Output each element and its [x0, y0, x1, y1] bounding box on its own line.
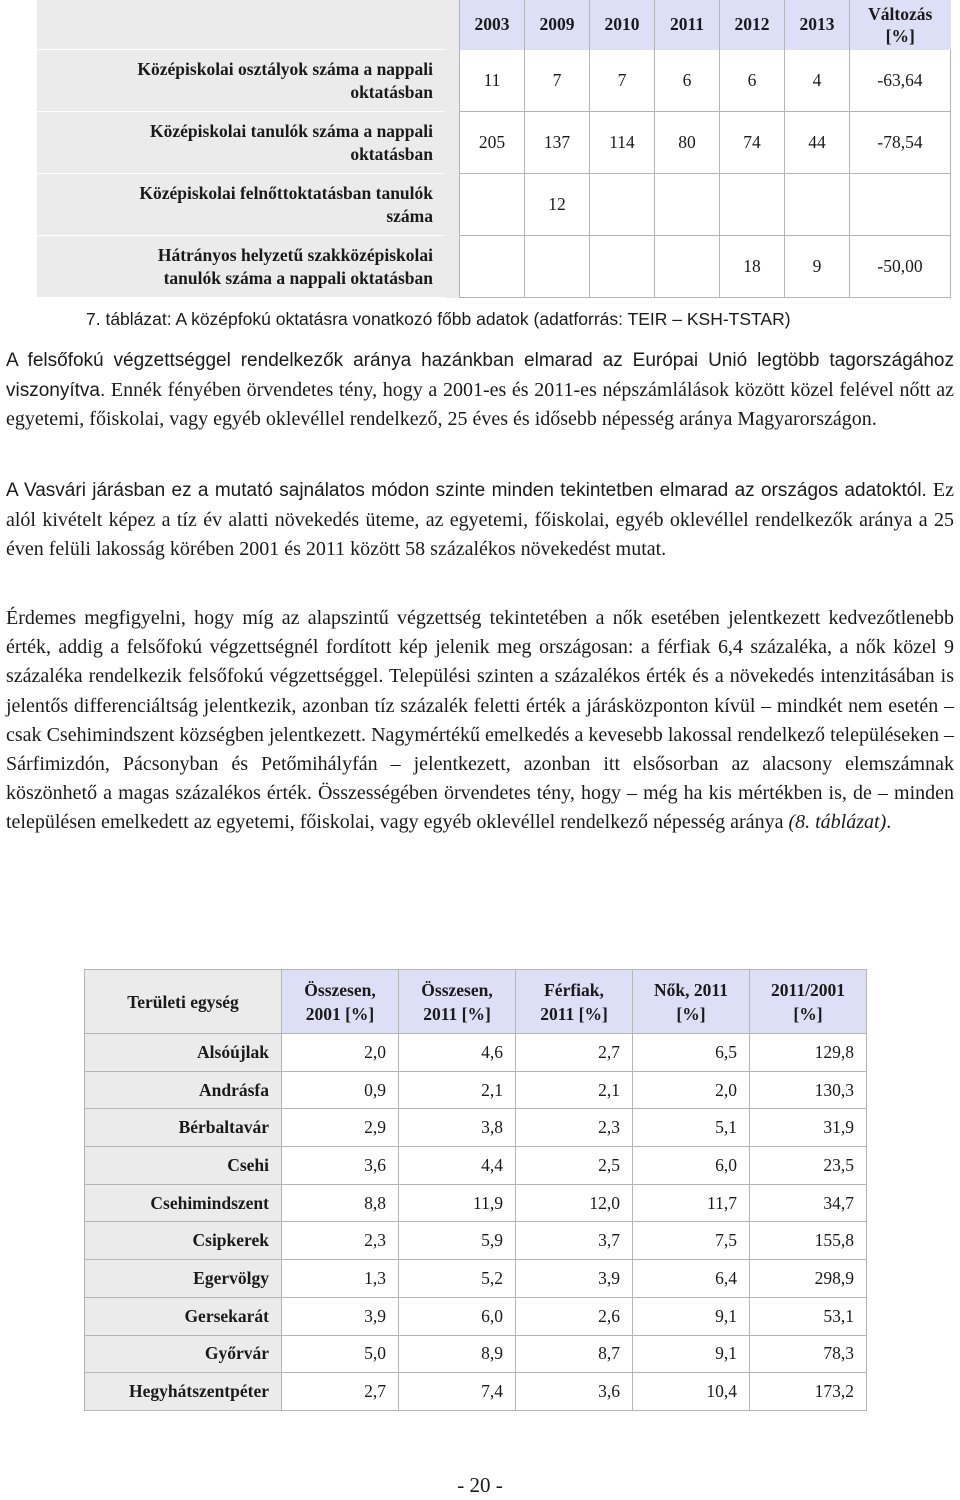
higher-education-table — [84, 969, 867, 1411]
table-row — [85, 1297, 867, 1335]
table-cell: 3,7 — [516, 1222, 633, 1260]
table-row — [37, 50, 951, 112]
table-row — [85, 1260, 867, 1298]
table-cell: 9,1 — [633, 1335, 750, 1373]
table-cell — [655, 236, 720, 298]
row-label: Hátrányos helyzetű szakközépiskolai tanulók száma a nappali oktatásban — [37, 236, 445, 298]
table-cell — [655, 174, 720, 236]
table-cell: 5,1 — [633, 1109, 750, 1147]
table-cell: 205 — [460, 112, 525, 174]
table-cell: 130,3 — [750, 1071, 867, 1109]
table-cell: 2,6 — [516, 1297, 633, 1335]
table-cell: 2,7 — [516, 1034, 633, 1072]
change-cell — [850, 174, 951, 236]
column-header: 2011/2001 [%] — [750, 970, 867, 1034]
table-cell: 6,0 — [399, 1297, 516, 1335]
row-label: Csehi — [85, 1147, 282, 1185]
table-cell: 53,1 — [750, 1297, 867, 1335]
table-cell: 2,0 — [282, 1034, 399, 1072]
year-header: 2009 — [525, 0, 590, 50]
table-cell: 4,6 — [399, 1034, 516, 1072]
year-header: 2011 — [655, 0, 720, 50]
column-header: Összesen, 2011 [%] — [399, 970, 516, 1034]
year-header: 2003 — [460, 0, 525, 50]
table-cell: 9 — [785, 236, 850, 298]
table-cell: 44 — [785, 112, 850, 174]
table-cell: 9,1 — [633, 1297, 750, 1335]
row-label: Egervölgy — [85, 1260, 282, 1298]
table-cell: 7,4 — [399, 1373, 516, 1411]
table-cell: 4 — [785, 50, 850, 112]
table-cell: 11 — [460, 50, 525, 112]
table-cell: 18 — [720, 236, 785, 298]
table-cell: 1,3 — [282, 1260, 399, 1298]
table-row — [85, 1109, 867, 1147]
row-label: Csehimindszent — [85, 1184, 282, 1222]
header-empty-cell — [37, 0, 445, 50]
table-cell — [590, 236, 655, 298]
change-header: Változás [%] — [850, 0, 951, 50]
table-row — [85, 1147, 867, 1185]
table-row — [85, 1034, 867, 1072]
row-label: Gersekarát — [85, 1297, 282, 1335]
column-header: Nők, 2011 [%] — [633, 970, 750, 1034]
table-cell: 34,7 — [750, 1184, 867, 1222]
table-row — [85, 1222, 867, 1260]
table-cell: 8,9 — [399, 1335, 516, 1373]
row-label: Győrvár — [85, 1335, 282, 1373]
table-header-row — [85, 970, 867, 1034]
paragraph-3: Érdemes megfigyelni, hogy míg az alapszintű végzettség tekintetében a nők esetében jelentkezett kedvezőtlenebb érték, addig a felsőfokú végzettségnél fordított kép jelenik meg országosan: a férfiak 6,4 százaléka, a nők közel 9 százaléka rendelkezik felsőfokú végzettséggel. Települési szinten a százalékos érték és a növekedés intenzitásában is jelentős differenciáltság jelentkezik, azonban tíz százalék feletti érték a járásközponton kívül – mindkét nem esetén – csak Csehimindszent községben jelentkezett. Nagymértékű emelkedés a kevesebb lakossal rendelkező településeken – Sárfimizdón, Pácsonyban és Petőmihályfán – jelentkezett, azonban itt elsősorban az alacsony elemszámnak köszönhető a magas százalékos érték. Összességében örvendetes tény, hogy – még ha kis mértékben is, de – minden településen emelkedett az egyetemi, főiskolai, vagy egyéb oklevéllel rendelkező népesség aránya (8. táblázat). — [6, 607, 954, 834]
table-cell: 7 — [590, 50, 655, 112]
paragraph-1: A felsőfokú végzettséggel rendelkezők aránya hazánkban elmarad az Európai Unió legtöbb tagországához viszonyítva. Ennék fényében örvendetes tény, hogy a 2001-es és 2011-es népszámlálások között közel felével nőtt az egyetemi, főiskolai, vagy egyéb oklevéllel rendelkező, 25 éves és idősebb népesség aránya Magyarországon. — [6, 350, 954, 430]
row-label: Andrásfa — [85, 1071, 282, 1109]
column-header: Férfiak, 2011 [%] — [516, 970, 633, 1034]
column-header: Területi egység — [85, 970, 282, 1034]
table-cell — [785, 174, 850, 236]
table-cell: 5,2 — [399, 1260, 516, 1298]
row-label: Bérbaltavár — [85, 1109, 282, 1147]
change-cell: -50,00 — [850, 236, 951, 298]
change-cell: -78,54 — [850, 112, 951, 174]
table-header-row — [37, 0, 951, 50]
table-cell — [590, 174, 655, 236]
table-cell: 6,4 — [633, 1260, 750, 1298]
table-cell: 6 — [655, 50, 720, 112]
table-reference: (8. táblázat) — [788, 811, 887, 834]
secondary-education-table — [37, 0, 951, 298]
table-cell: 2,5 — [516, 1147, 633, 1185]
table-cell: 137 — [525, 112, 590, 174]
table-cell: 5,9 — [399, 1222, 516, 1260]
table-cell: 2,3 — [516, 1109, 633, 1147]
row-label: Középiskolai tanulók száma a nappali oktatásban — [37, 112, 445, 174]
table-cell: 80 — [655, 112, 720, 174]
table-cell: 3,9 — [282, 1297, 399, 1335]
table-cell: 7 — [525, 50, 590, 112]
row-label: Csipkerek — [85, 1222, 282, 1260]
table-cell: 3,9 — [516, 1260, 633, 1298]
year-header: 2013 — [785, 0, 850, 50]
table-cell: 31,9 — [750, 1109, 867, 1147]
table-cell: 78,3 — [750, 1335, 867, 1373]
table-cell: 23,5 — [750, 1147, 867, 1185]
row-label: Alsóújlak — [85, 1034, 282, 1072]
table-cell: 2,7 — [282, 1373, 399, 1411]
table-cell: 3,6 — [282, 1147, 399, 1185]
table-cell: 0,9 — [282, 1071, 399, 1109]
table-cell: 6 — [720, 50, 785, 112]
paragraph-2: A Vasvári járásban ez a mutató sajnálatos módon szinte minden tekintetben elmarad az országos adatoktól. Ez alól kivételt képez a tíz év alatti növekedés üteme, az egyetemi, főiskolai, egyéb oklevéllel rendelkezők aránya a 25 éven felüli lakosság körében 2001 és 2011 között 58 százalékos növekedést mutat. — [6, 479, 954, 560]
table-cell: 2,1 — [399, 1071, 516, 1109]
table-row — [85, 1373, 867, 1411]
table-row — [37, 236, 951, 298]
table-cell — [460, 236, 525, 298]
table-cell: 8,7 — [516, 1335, 633, 1373]
column-header: Összesen, 2001 [%] — [282, 970, 399, 1034]
table-row — [37, 112, 951, 174]
table-cell: 2,9 — [282, 1109, 399, 1147]
table-cell: 6,0 — [633, 1147, 750, 1185]
change-cell: -63,64 — [850, 50, 951, 112]
table-cell: 12,0 — [516, 1184, 633, 1222]
table-cell: 10,4 — [633, 1373, 750, 1411]
table-cell: 6,5 — [633, 1034, 750, 1072]
table-cell: 298,9 — [750, 1260, 867, 1298]
table-row — [37, 174, 951, 236]
table-cell: 2,1 — [516, 1071, 633, 1109]
table-caption: 7. táblázat: A középfokú oktatásra vonatkozó főbb adatok (adatforrás: TEIR – KSH-TSTAR) — [86, 309, 791, 329]
table-cell — [720, 174, 785, 236]
row-label: Hegyhátszentpéter — [85, 1373, 282, 1411]
year-header: 2012 — [720, 0, 785, 50]
table-cell: 2,0 — [633, 1071, 750, 1109]
row-label: Középiskolai osztályok száma a nappali oktatásban — [37, 50, 445, 112]
table-cell: 3,6 — [516, 1373, 633, 1411]
table-cell: 3,8 — [399, 1109, 516, 1147]
table-cell: 129,8 — [750, 1034, 867, 1072]
table-row — [85, 1071, 867, 1109]
table-cell: 8,8 — [282, 1184, 399, 1222]
table-cell: 12 — [525, 174, 590, 236]
table-cell: 11,7 — [633, 1184, 750, 1222]
table-cell: 7,5 — [633, 1222, 750, 1260]
table-cell: 173,2 — [750, 1373, 867, 1411]
table-body — [85, 1034, 867, 1411]
table-row — [85, 1335, 867, 1373]
row-label: Középiskolai felnőttoktatásban tanulók száma — [37, 174, 445, 236]
table-cell: 2,3 — [282, 1222, 399, 1260]
table-cell — [460, 174, 525, 236]
table-cell: 74 — [720, 112, 785, 174]
table-row — [85, 1184, 867, 1222]
table-cell: 4,4 — [399, 1147, 516, 1185]
year-header: 2010 — [590, 0, 655, 50]
table-cell: 5,0 — [282, 1335, 399, 1373]
table-cell: 155,8 — [750, 1222, 867, 1260]
table-cell — [525, 236, 590, 298]
page-number: - 20 - — [457, 1473, 503, 1497]
table-cell: 114 — [590, 112, 655, 174]
table-cell: 11,9 — [399, 1184, 516, 1222]
